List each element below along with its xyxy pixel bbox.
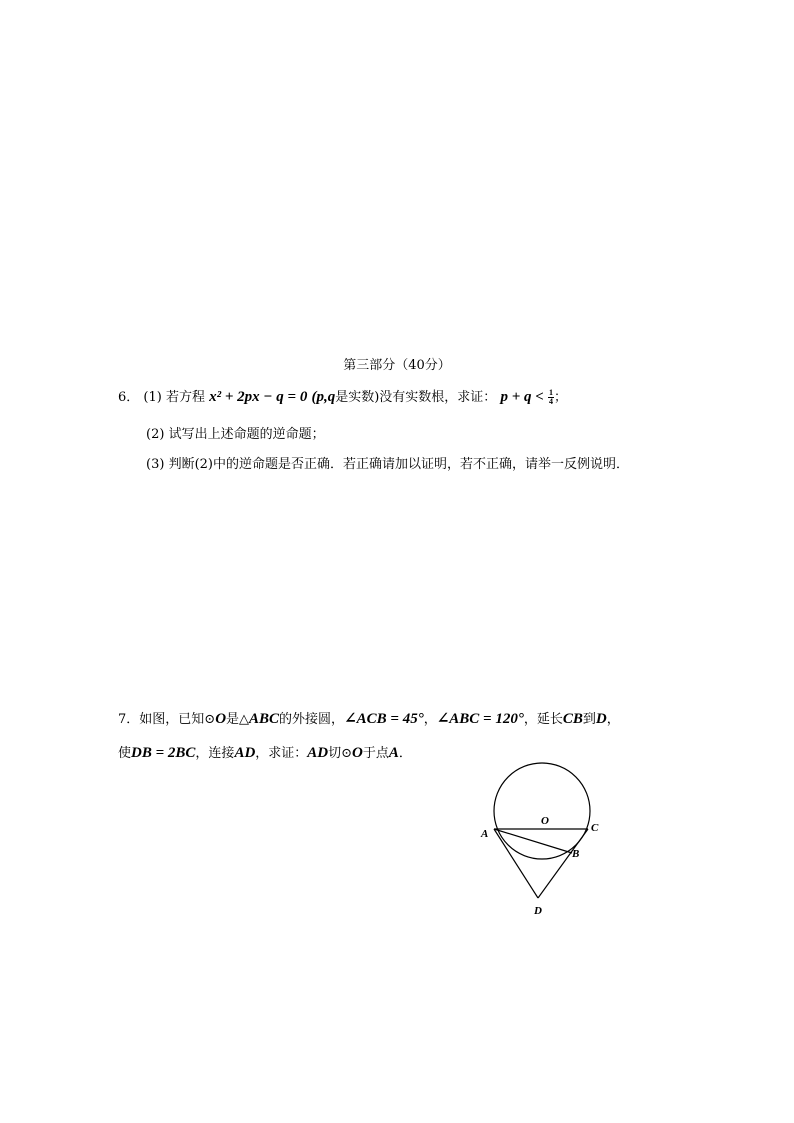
q6-part3-label: (3) xyxy=(146,457,165,472)
label-a: A xyxy=(481,828,489,840)
q7-math-d: D xyxy=(595,711,607,727)
q7-math-o: O xyxy=(352,745,363,761)
q7-math-abc: ABC xyxy=(249,711,280,727)
q7-text: ， xyxy=(606,712,620,727)
q7-text: ，求证： xyxy=(255,746,308,761)
q6-part1-text-a: 若方程 xyxy=(165,390,205,405)
q7-text: 切⊙ xyxy=(328,746,353,761)
q7-text: ． xyxy=(398,746,412,761)
q7-text: ，连接 xyxy=(195,746,235,761)
q7-math-ad: AD xyxy=(234,745,256,761)
label-o: O xyxy=(541,815,549,827)
label-c: C xyxy=(591,822,599,834)
q6-inequality: p + q < xyxy=(500,389,544,405)
label-d: D xyxy=(534,905,542,917)
segment-ab xyxy=(494,829,572,853)
q7-text: 于点 xyxy=(362,746,389,761)
q6-params: (p,q xyxy=(311,389,336,405)
q6-number: 6． xyxy=(118,390,140,405)
segment-ad xyxy=(494,829,538,898)
q7-math-ad: AD xyxy=(307,745,329,761)
q7-math-o: O xyxy=(215,711,227,727)
q7-number: 7． xyxy=(118,712,140,727)
q6-part1-end: ； xyxy=(553,390,567,405)
label-b: B xyxy=(572,848,580,860)
q7-math-db: DB = 2BC xyxy=(131,745,196,761)
q7-text: 的外接圆， xyxy=(279,712,345,727)
circle-o xyxy=(494,763,590,859)
q6-part3-text: 判断(2)中的逆命题是否正确．若正确请加以证明，若不正确，请举一反例说明． xyxy=(168,457,629,472)
q6-part2-label: (2) xyxy=(146,427,165,442)
q6-fraction: $\frac{1}{4}$ xyxy=(548,388,553,406)
q7-text: 是△ xyxy=(226,712,250,727)
q7-angle-abc: ∠ABC = 120° xyxy=(436,711,524,727)
q6-part2-text: 试写出上述命题的逆命题； xyxy=(168,427,325,442)
q7-text: 到 xyxy=(582,712,596,727)
segment-cd xyxy=(538,829,588,898)
q6-part1-text-b: 是实数)没有实数根，求证： xyxy=(335,390,497,405)
q7-text: 使 xyxy=(118,746,132,761)
q7-angle-acb: ∠ACB = 45° xyxy=(344,711,424,727)
q7-text: ，延长 xyxy=(523,712,563,727)
q7-text: 如图，已知⊙ xyxy=(139,712,216,727)
section-title: 第三部分（40分） xyxy=(343,358,451,373)
q7-text: ， xyxy=(423,712,437,727)
q6-part1-label: (1) xyxy=(143,390,162,405)
q7-math-a: A xyxy=(388,745,399,761)
q7-math-cb: CB xyxy=(562,711,583,727)
q6-equation: x² + 2px − q = 0 xyxy=(209,389,308,405)
